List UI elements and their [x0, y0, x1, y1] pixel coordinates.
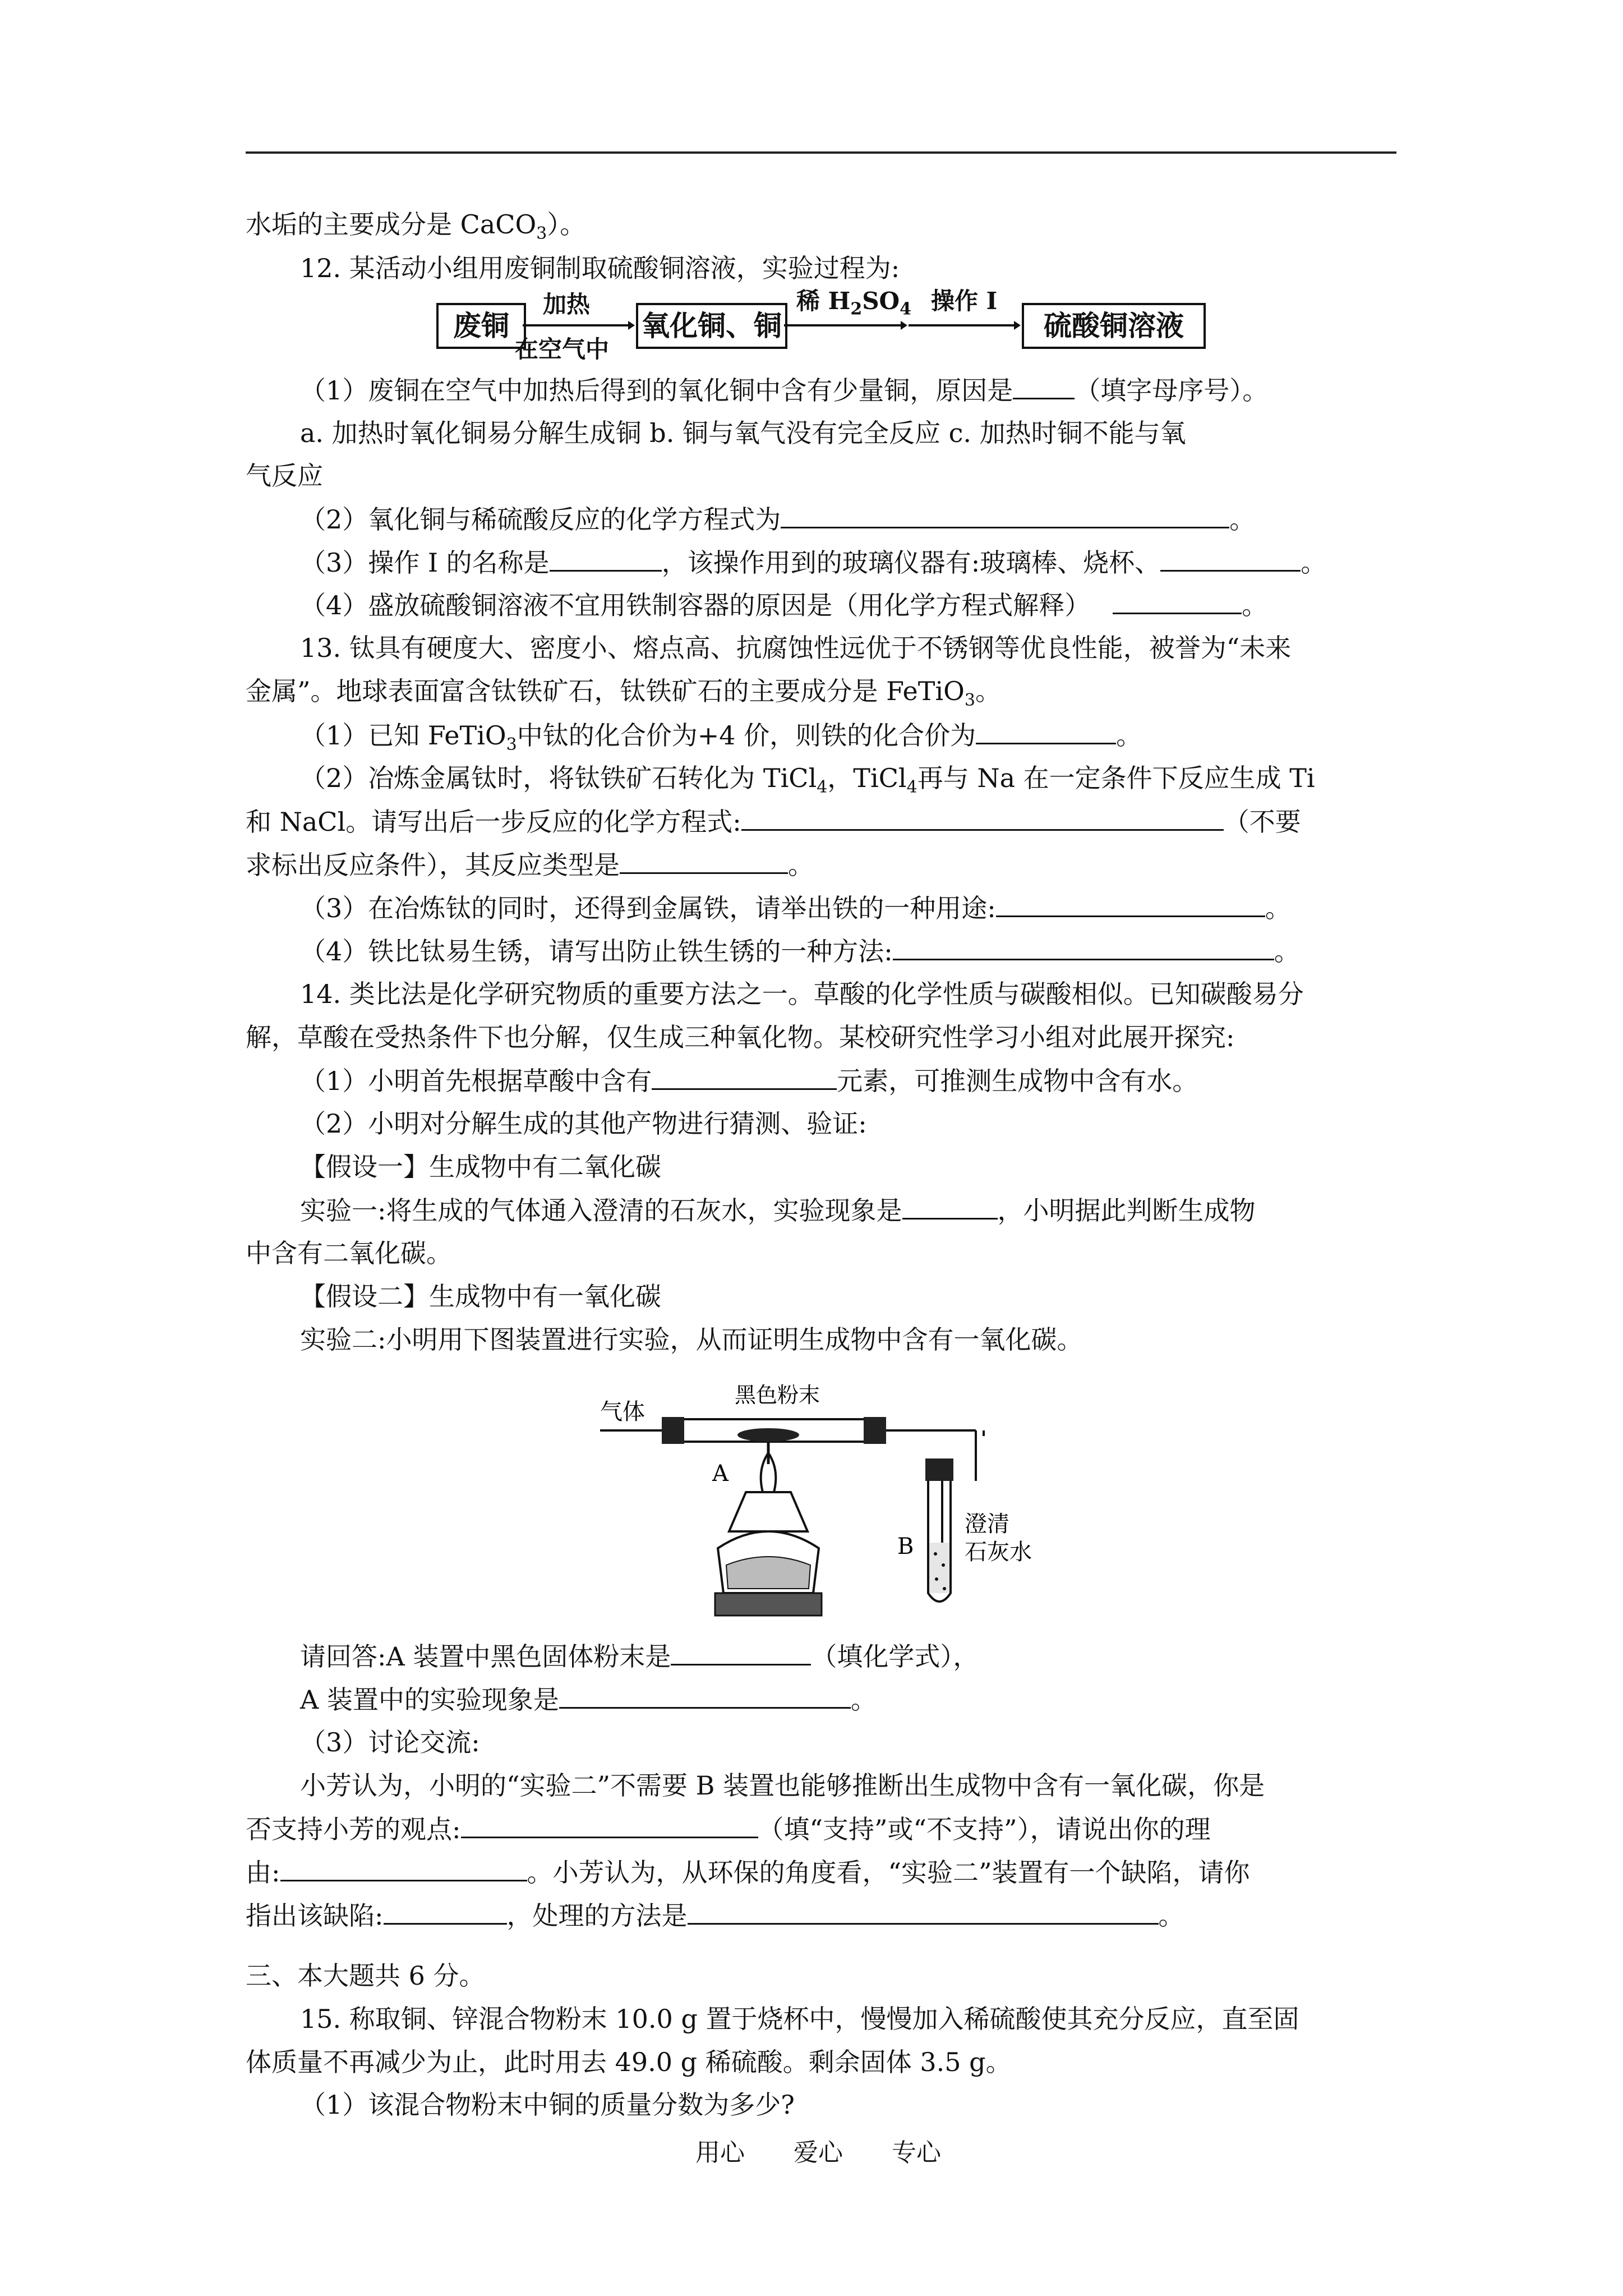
text: 实验一:将生成的气体通入澄清的石灰水，实验现象是: [300, 1195, 902, 1226]
footer-word-3: 专心: [892, 2138, 941, 2167]
flow-box-copper-oxide-copper: 氧化铜、铜: [636, 303, 787, 349]
answer-blank[interactable]: [1160, 545, 1301, 572]
text-line: [300, 761, 1315, 798]
text-line: [246, 1855, 1250, 1889]
text-line: 实验二:小明用下图装置进行实验，从而证明生成物中含有一氧化碳。: [300, 1324, 1083, 1355]
answer-blank[interactable]: [741, 804, 1224, 831]
footer-word-2: 爱心: [794, 2138, 843, 2167]
text-line: [300, 1639, 979, 1673]
text: 。: [1229, 504, 1256, 535]
text: 。小芳认为，从环保的角度看，“实验二”装置有一个缺陷，请你: [527, 1857, 1250, 1888]
text-line: [300, 1682, 877, 1717]
answer-blank[interactable]: [384, 1898, 507, 1925]
text: 。: [850, 1685, 877, 1715]
text-line: [300, 502, 1255, 536]
text: （1）已知 FeTiO: [300, 720, 506, 751]
text: （填“支持”或“不支持”），请说出你的理: [758, 1814, 1211, 1844]
text: 。: [1274, 936, 1300, 967]
section-3-heading: 三、本大题共 6 分。: [246, 1961, 485, 1991]
header-rule: [246, 151, 1396, 154]
answer-blank[interactable]: [652, 1064, 837, 1090]
text-line: [246, 674, 1001, 711]
text-line: 中含有二氧化碳。: [246, 1238, 452, 1268]
text: SO: [862, 287, 900, 315]
subscript: 2: [850, 299, 863, 319]
question-13: 13. 钛具有硬度大、密度小、熔点高、抗腐蚀性远优于不锈钢等优良性能，被誉为“未来: [300, 633, 1292, 663]
answer-blank[interactable]: [688, 1898, 1159, 1925]
text-line: （2）小明对分解生成的其他产物进行猜测、验证:: [300, 1108, 867, 1139]
flow-box-waste-copper: 废铜: [436, 303, 526, 349]
text: ，处理的方法是: [506, 1901, 688, 1931]
hypothesis-1: 【假设一】生成物中有二氧化碳: [300, 1152, 661, 1182]
text: 和 NaCl。请写出后一步反应的化学方程式:: [246, 807, 741, 837]
text: （3）操作 I 的名称是: [300, 547, 550, 578]
subscript: 4: [906, 777, 917, 798]
flow-arrow-2: [784, 321, 907, 332]
answer-blank[interactable]: [1013, 373, 1075, 399]
text: （4）铁比钛易生锈，请写出防止铁生锈的一种方法:: [300, 936, 893, 967]
apparatus-figure: [600, 1380, 1082, 1621]
options-line: a. 加热时氧化铜易分解生成铜 b. 铜与氧气没有完全反应 c. 加热时铜不能与氧: [300, 418, 1186, 448]
question-15: 15. 称取铜、锌混合物粉末 10.0 g 置于烧杯中，慢慢加入稀硫酸使其充分反应，直至固: [300, 2004, 1299, 2034]
answer-blank[interactable]: [559, 1682, 851, 1709]
text-line: [246, 848, 814, 882]
text: 由:: [246, 1857, 280, 1888]
text: ）。: [547, 209, 586, 240]
text: （1）废铜在空气中加热后得到的氧化铜中含有少量铜，原因是: [300, 375, 1013, 406]
text: （填化学式），: [811, 1641, 979, 1672]
flow-arrow-label-in-air: 在空气中: [515, 335, 610, 363]
text-line: 气反应: [246, 461, 323, 491]
text: 稀 H: [796, 287, 851, 315]
text-line: （1）该混合物粉末中铜的质量分数为多少?: [300, 2090, 795, 2120]
text-line: [246, 1898, 1184, 1932]
answer-blank[interactable]: [620, 848, 788, 874]
answer-blank[interactable]: [781, 502, 1229, 528]
question-12: 12. 某活动小组用废铜制取硫酸铜溶液，实验过程为:: [300, 253, 900, 283]
flow-arrow-label-operation-1: 操作 I: [931, 287, 998, 315]
text: ，TiCl: [827, 763, 907, 793]
footer-word-1: 用心: [695, 2138, 745, 2167]
flow-box-copper-sulfate-solution: 硫酸铜溶液: [1022, 303, 1206, 349]
text: 。: [1158, 1901, 1184, 1931]
answer-blank[interactable]: [1113, 588, 1242, 614]
text: （不要: [1223, 807, 1301, 837]
text-line: [300, 934, 1300, 968]
label-b: B: [897, 1534, 914, 1559]
text: 否支持小芳的观点:: [246, 1814, 461, 1844]
text-line: [300, 1193, 1256, 1227]
text-line: [300, 588, 1267, 622]
text: 请回答:A 装置中黑色固体粉末是: [300, 1641, 671, 1672]
text: ，小明据此判断生成物: [997, 1195, 1256, 1226]
text: 再与 Na 在一定条件下反应生成 Ti: [917, 763, 1315, 793]
text: （3）在冶炼钛的同时，还得到金属铁，请举出铁的一种用途:: [300, 893, 996, 923]
text: 金属”。地球表面富含钛铁矿石，钛铁矿石的主要成分是 FeTiO: [246, 676, 965, 706]
answer-blank[interactable]: [976, 718, 1116, 744]
subscript: 4: [817, 777, 828, 798]
answer-blank[interactable]: [902, 1193, 998, 1220]
limewater-label-1: 澄清: [965, 1511, 1009, 1537]
text: 求标出反应条件），其反应类型是: [246, 850, 620, 880]
subscript: 3: [536, 224, 547, 244]
hypothesis-2: 【假设二】生成物中有一氧化碳: [300, 1281, 661, 1312]
text-line: [300, 891, 1291, 925]
text: 。: [788, 850, 814, 880]
text: 。: [975, 676, 1001, 706]
black-powder-label: 黑色粉末: [735, 1383, 820, 1407]
flow-arrow-label-dilute-acid: [796, 287, 911, 319]
text-line: [300, 1064, 1198, 1098]
subscript: 3: [964, 691, 975, 711]
text-line: [300, 718, 1142, 755]
text: 。: [1242, 590, 1268, 620]
text: A 装置中的实验现象是: [300, 1685, 559, 1715]
answer-blank[interactable]: [996, 891, 1265, 917]
limewater-label-2: 石灰水: [965, 1539, 1032, 1565]
answer-blank[interactable]: [893, 934, 1274, 960]
gas-label: 气体: [600, 1399, 645, 1425]
text-line: [246, 208, 586, 244]
text: 元素，可推测生成物中含有水。: [837, 1066, 1198, 1096]
flow-arrow-1: [523, 321, 635, 332]
text-line: [246, 1812, 1211, 1846]
question-14: 14. 类比法是化学研究物质的重要方法之一。草酸的化学性质与碳酸相似。已知碳酸易分: [300, 979, 1304, 1009]
answer-blank[interactable]: [280, 1855, 527, 1881]
text: （填字母序号）。: [1075, 375, 1269, 406]
text-line: 小芳认为，小明的“实验二”不需要 B 装置也能够推断出生成物中含有一氧化碳，你是: [300, 1770, 1265, 1801]
text: ，该操作用到的玻璃仪器有:玻璃棒、烧杯、: [661, 547, 1161, 578]
text: （1）小明首先根据草酸中含有: [300, 1066, 652, 1096]
text: 指出该缺陷:: [246, 1901, 384, 1931]
answer-blank[interactable]: [550, 545, 662, 572]
text-line: [300, 373, 1268, 407]
text: 中钛的化合价为+4 价，则铁的化合价为: [517, 720, 976, 751]
flow-arrow-3: [909, 321, 1021, 332]
text: （4）盛放硫酸铜溶液不宜用铁制容器的原因是（用化学方程式解释）: [300, 590, 1091, 620]
text: 水垢的主要成分是 CaCO: [246, 209, 537, 240]
label-a: A: [712, 1461, 728, 1487]
text-line: 体质量不再减少为止，此时用去 49.0 g 稀硫酸。剩余固体 3.5 g。: [246, 2047, 1012, 2077]
text-line: [246, 804, 1301, 839]
subscript: 3: [506, 735, 517, 755]
subscript: 4: [900, 299, 911, 319]
answer-blank[interactable]: [671, 1639, 811, 1665]
text: （2）冶炼金属钛时，将钛铁矿石转化为 TiCl: [300, 763, 817, 793]
text-line: [300, 545, 1326, 579]
text: （2）氧化铜与稀硫酸反应的化学方程式为: [300, 504, 781, 535]
text: 。: [1301, 547, 1327, 578]
text-line: （3）讨论交流:: [300, 1727, 480, 1757]
text-line: 解，草酸在受热条件下也分解，仅生成三种氧化物。某校研究性学习小组对此展开探究:: [246, 1022, 1235, 1052]
text: 。: [1116, 720, 1142, 751]
answer-blank[interactable]: [461, 1812, 758, 1838]
text: 。: [1265, 893, 1291, 923]
flow-arrow-label-heat: 加热: [543, 291, 591, 318]
